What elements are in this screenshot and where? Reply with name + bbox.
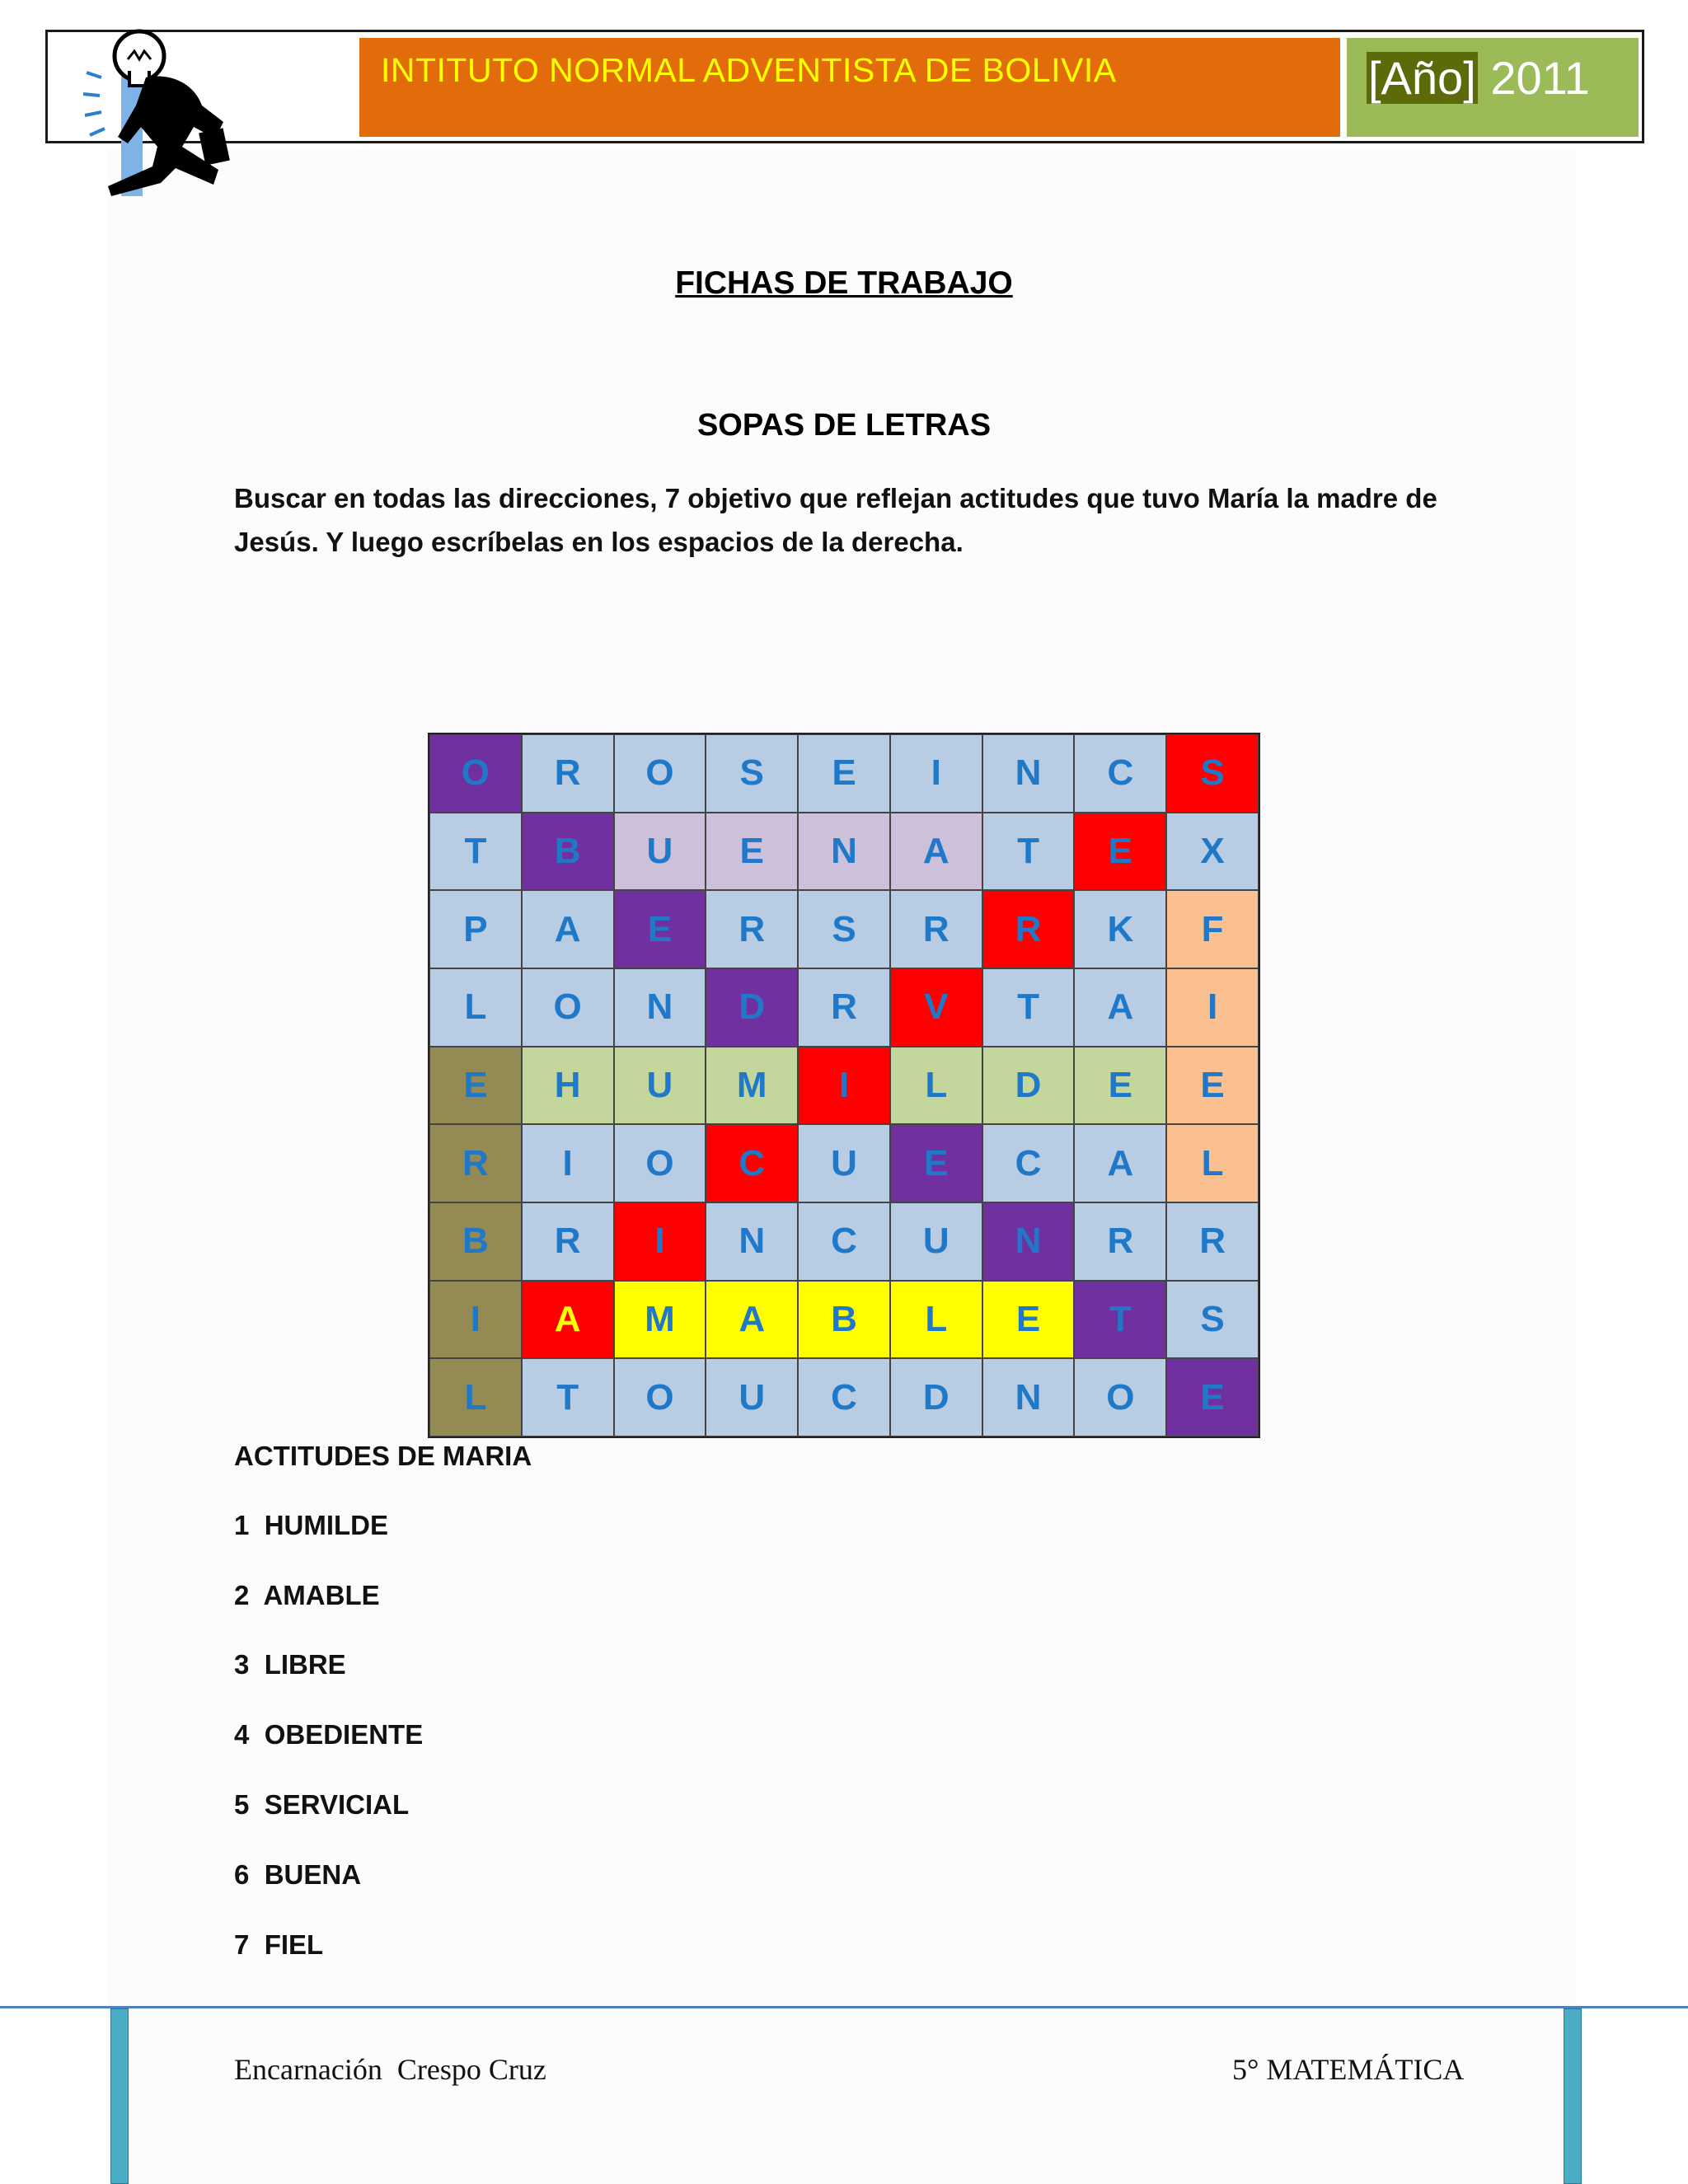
instructions [234, 476, 1454, 564]
footer-course: 5° MATEMÁTICA [1232, 2053, 1465, 2086]
grid-cell: U [798, 1124, 890, 1202]
grid-cell: N [982, 734, 1075, 813]
grid-cell: E [1166, 1047, 1259, 1125]
grid-cell: L [890, 1281, 982, 1359]
year-placeholder: [Año] [1368, 52, 1476, 104]
grid-cell: X [1166, 813, 1259, 891]
grid-cell: O [429, 734, 522, 813]
grid-cell: I [614, 1202, 706, 1281]
grid-cell: R [1074, 1202, 1166, 1281]
grid-cell: E [614, 890, 706, 968]
grid-cell: S [706, 734, 798, 813]
grid-cell: I [798, 1047, 890, 1125]
grid-cell: R [1166, 1202, 1259, 1281]
grid-cell: E [890, 1124, 982, 1202]
grid-cell: T [429, 813, 522, 891]
grid-cell: U [706, 1358, 798, 1436]
grid-cell: U [890, 1202, 982, 1281]
footer-bar-left [110, 2008, 129, 2184]
section-title: SOPAS DE LETRAS [696, 408, 992, 443]
grid-cell: R [429, 1124, 522, 1202]
grid-cell: R [706, 890, 798, 968]
grid-cell: C [982, 1124, 1075, 1202]
grid-cell: E [798, 734, 890, 813]
grid-cell: U [614, 813, 706, 891]
grid-cell: N [982, 1358, 1075, 1436]
word-search-grid [428, 733, 1260, 1438]
grid-cell: A [1074, 1124, 1166, 1202]
grid-cell: A [522, 890, 614, 968]
grid-cell: H [522, 1047, 614, 1125]
grid-cell: A [706, 1281, 798, 1359]
grid-cell: E [1074, 1047, 1166, 1125]
grid-cell: N [798, 813, 890, 891]
grid-cell: R [522, 1202, 614, 1281]
institution-title: INTITUTO NORMAL ADVENTISTA DE BOLIVIA [359, 38, 1340, 137]
page-title: FICHAS DE TRABAJO [675, 265, 1013, 301]
grid-cell: R [982, 890, 1075, 968]
grid-cell: E [429, 1047, 522, 1125]
grid-cell: F [1166, 890, 1259, 968]
grid-cell: S [1166, 734, 1259, 813]
grid-cell: K [1074, 890, 1166, 968]
instructions-line-1: Buscar en todas las direcciones, 7 objetivo que reflejan actitudes que tuvo María la madre de [234, 483, 1437, 513]
grid-cell: T [522, 1358, 614, 1436]
grid-cell: L [429, 1358, 522, 1436]
footer-author: Encarnación Crespo Cruz [234, 2053, 546, 2086]
grid-cell: N [982, 1202, 1075, 1281]
grid-cell: R [522, 734, 614, 813]
year-value: 2011 [1490, 52, 1590, 104]
grid-cell: T [982, 968, 1075, 1047]
grid-cell: D [706, 968, 798, 1047]
footer-divider [0, 2006, 1688, 2008]
grid-cell: I [1166, 968, 1259, 1047]
grid-cell: C [798, 1202, 890, 1281]
answer-item: 2 AMABLE [234, 1580, 380, 1610]
grid-cell: L [429, 968, 522, 1047]
grid-cell: U [614, 1047, 706, 1125]
grid-cell: N [706, 1202, 798, 1281]
grid-cell: N [614, 968, 706, 1047]
grid-cell: A [1074, 968, 1166, 1047]
answers-list [234, 1441, 532, 1960]
grid-cell: T [982, 813, 1075, 891]
grid-cell: P [429, 890, 522, 968]
answer-item: 6 BUENA [234, 1859, 362, 1890]
answer-item: 3 LIBRE [234, 1649, 346, 1680]
grid-cell: L [890, 1047, 982, 1125]
grid-cell: L [1166, 1124, 1259, 1202]
grid-cell: S [1166, 1281, 1259, 1359]
grid-cell: E [1166, 1358, 1259, 1436]
grid-cell: R [798, 968, 890, 1047]
year-box [1347, 38, 1639, 137]
grid-cell: E [706, 813, 798, 891]
grid-cell: O [614, 1358, 706, 1436]
instructions-line-2: Jesús. Y luego escríbelas en los espacios de la derecha. [234, 527, 964, 557]
answer-item: 7 FIEL [234, 1929, 324, 1960]
grid-cell: T [1074, 1281, 1166, 1359]
grid-cell: B [429, 1202, 522, 1281]
grid-cell: V [890, 968, 982, 1047]
grid-cell: D [982, 1047, 1075, 1125]
grid-cell: D [890, 1358, 982, 1436]
grid-cell: R [890, 890, 982, 968]
grid-cell: I [890, 734, 982, 813]
grid-cell: A [522, 1281, 614, 1359]
grid-cell: O [1074, 1358, 1166, 1436]
grid-cell: A [890, 813, 982, 891]
grid-cell: C [798, 1358, 890, 1436]
grid-cell: O [614, 1124, 706, 1202]
grid-cell: B [798, 1281, 890, 1359]
grid-cell: M [706, 1047, 798, 1125]
grid-cell: I [522, 1124, 614, 1202]
lightbulb-thinker-icon [78, 23, 251, 196]
grid-cell: S [798, 890, 890, 968]
grid-cell: O [522, 968, 614, 1047]
footer-bar-right [1564, 2008, 1582, 2184]
grid-cell: C [706, 1124, 798, 1202]
grid-cell: E [982, 1281, 1075, 1359]
answer-item: 4 OBEDIENTE [234, 1719, 424, 1750]
grid-cell: I [429, 1281, 522, 1359]
grid-cell: C [1074, 734, 1166, 813]
answers-heading: ACTITUDES DE MARIA [234, 1441, 532, 1471]
grid-cell: B [522, 813, 614, 891]
grid-cell: M [614, 1281, 706, 1359]
answer-item: 1 HUMILDE [234, 1510, 389, 1540]
grid-cell: O [614, 734, 706, 813]
grid-cell: E [1074, 813, 1166, 891]
answer-item: 5 SERVICIAL [234, 1789, 410, 1820]
